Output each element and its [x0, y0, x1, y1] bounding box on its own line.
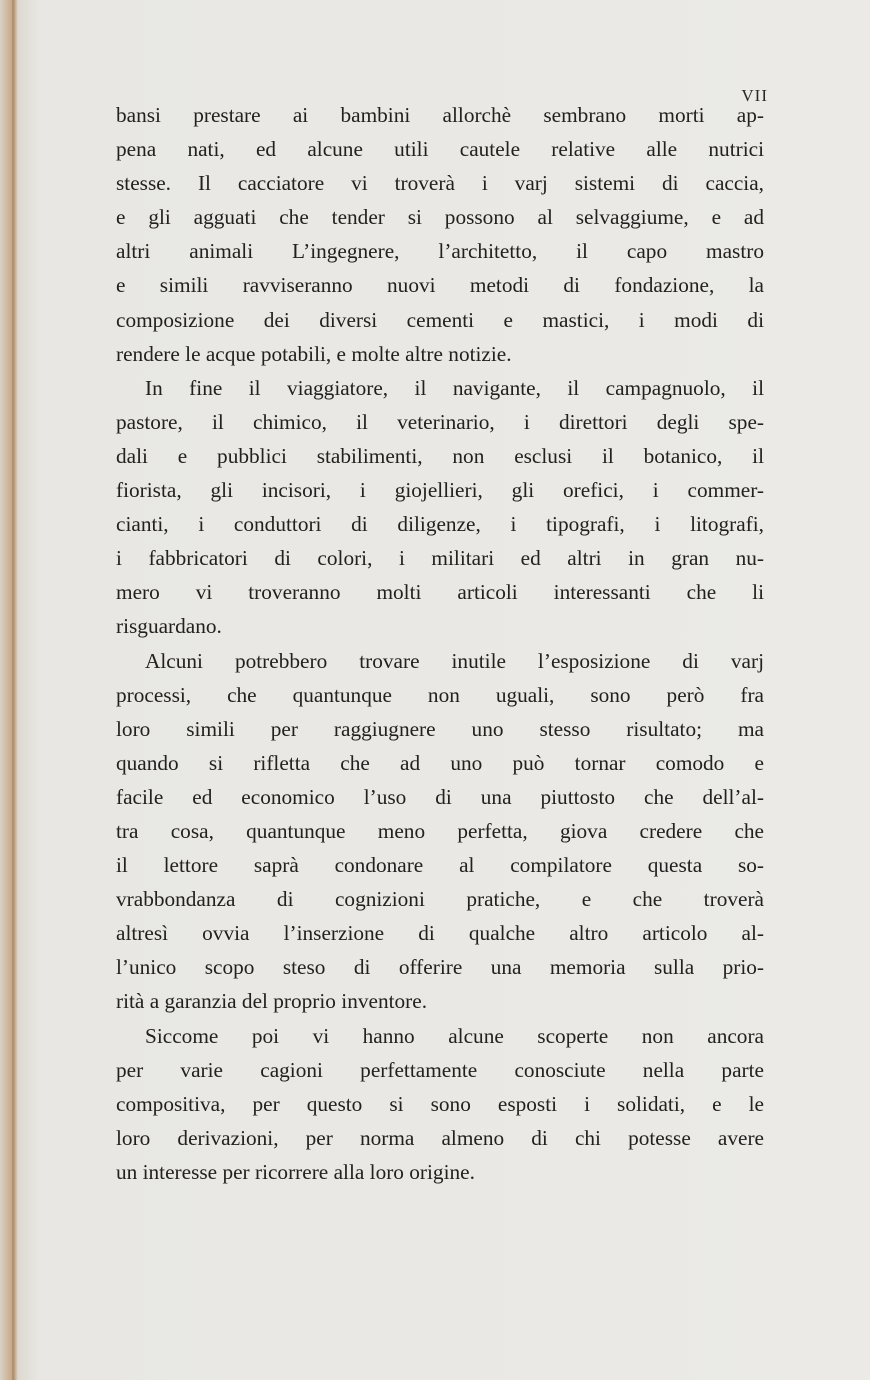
text-line: cianti, i conduttori di diligenze, i tipografi, i litografi,: [116, 512, 764, 537]
text-line: il lettore saprà condonare al compilatore questa so-: [116, 853, 764, 878]
page-number: VII: [741, 86, 768, 105]
text-line: rità a garanzia del proprio inventore.: [116, 989, 428, 1014]
text-line: l’unico scopo steso di offerire una memoria sulla prio-: [116, 955, 764, 980]
text-line: e simili ravviseranno nuovi metodi di fondazione, la: [116, 273, 764, 298]
text-line: vrabbondanza di cognizioni pratiche, e che troverà: [116, 887, 764, 912]
paragraph: [116, 1019, 764, 1189]
text-line: altresì ovvia l’inserzione di qualche altro articolo al-: [116, 921, 764, 946]
text-line: loro derivazioni, per norma almeno di chi potesse avere: [116, 1125, 764, 1150]
paragraph: [116, 644, 764, 1019]
text-line: i fabbricatori di colori, i militari ed altri in gran nu-: [116, 546, 764, 571]
text-line: loro simili per raggiugnere uno stesso risultato; ma: [116, 716, 764, 741]
text-line: bansi prestare ai bambini allorchè sembrano morti ap-: [116, 103, 764, 127]
text-line: dali e pubblici stabilimenti, non esclusi il botanico, il: [116, 443, 764, 468]
paragraph: [116, 371, 764, 644]
text-line: pena nati, ed alcune utili cautele relative alle nutrici: [116, 137, 764, 162]
text-line: composizione dei diversi cementi e mastici, i modi di: [116, 307, 764, 332]
text-line: un interesse per ricorrere alla loro origine.: [116, 1159, 475, 1184]
text-line: facile ed economico l’uso di una piuttosto che dell’al-: [116, 784, 764, 809]
text-line: processi, che quantunque non uguali, sono però fra: [116, 682, 764, 707]
text-line: fiorista, gli incisori, i giojellieri, gli orefici, i commer-: [116, 478, 764, 503]
text-line: altri animali L’ingegnere, l’architetto, il capo mastro: [116, 239, 764, 264]
text-line: rendere le acque potabili, e molte altre notizie.: [116, 341, 512, 366]
text-line: Siccome poi vi hanno alcune scoperte non ancora: [145, 1023, 764, 1048]
text-line: tra cosa, quantunque meno perfetta, giova credere che: [116, 818, 764, 843]
text-line: e gli agguati che tender si possono al selvaggiume, e ad: [116, 205, 764, 230]
paragraph: [116, 98, 764, 371]
text-line: In fine il viaggiatore, il navigante, il campagnuolo, il: [145, 375, 764, 400]
text-line: stesse. Il cacciatore vi troverà i varj sistemi di caccia,: [116, 171, 764, 196]
body-text: [116, 98, 764, 1189]
text-line: compositiva, per questo si sono esposti i solidati, e le: [116, 1091, 764, 1116]
text-line: quando si rifletta che ad uno può tornar comodo e: [116, 750, 764, 775]
text-line: per varie cagioni perfettamente conosciute nella parte: [116, 1057, 764, 1082]
text-line: Alcuni potrebbero trovare inutile l’esposizione di varj: [145, 648, 764, 673]
text-line: pastore, il chimico, il veterinario, i direttori degli spe-: [116, 409, 764, 434]
binding-gutter: [12, 0, 14, 1380]
text-line: risguardano.: [116, 614, 222, 639]
text-line: mero vi troveranno molti articoli interessanti che li: [116, 580, 764, 605]
